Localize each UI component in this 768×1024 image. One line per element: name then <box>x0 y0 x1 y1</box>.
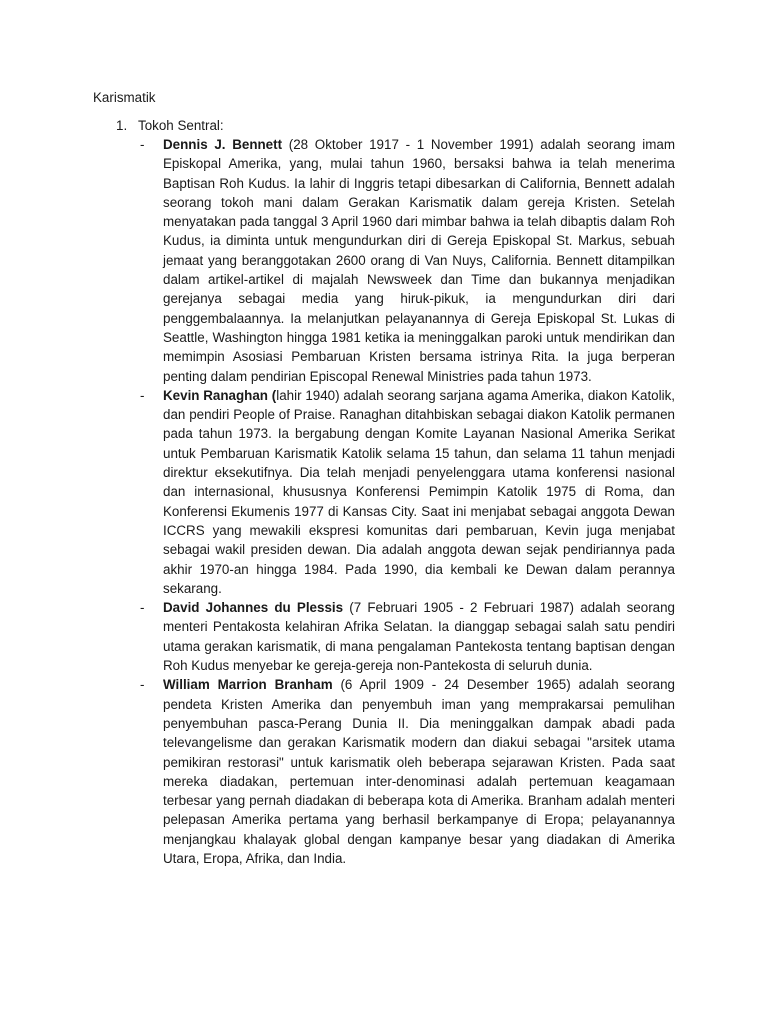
section-heading <box>116 117 224 134</box>
section-heading-text: Tokoh Sentral: <box>138 118 224 133</box>
person-name: William Marrion Branham <box>163 677 333 693</box>
list-item-text <box>163 675 675 868</box>
person-description: (28 Oktober 1917 - 1 November 1991) adalah seorang imam Episkopal Amerika, yang, mulai tahun 1960, bersaksi bahwa ia telah menerima Baptisan Roh Kudus. Ia lahir di Inggris tetapi dibesarkan di California, Bennett adalah seorang tokoh mani dalam Gerakan Karismatik dalam gereja Kristen. Setelah menyatakan pada tanggal 3 April 1960 dari mimbar bahwa ia telah dibaptis dalam Roh Kudus, ia diminta untuk mengundurkan diri di Gereja Episkopal St. Markus, sebuah jemaat yang beranggotakan 2600 orang di Van Nuys, California. Bennett ditampilkan dalam artikel-artikel di majalah Newsweek dan Time dan bukannya menjadikan gerejanya sebagai media yang hiruk-pikuk, ia mengundurkan diri dari penggembalaannya. Ia melanjutkan pelayanannya di Gereja Episkopal St. Lukas di Seattle, Washington hingga 1981 ketika ia meninggalkan paroki untuk mendirikan dan memimpin Asosiasi Pembaruan Kristen bersama istrinya Rita. Ia juga berperan penting dalam pendirian Episcopal Renewal Ministries pada tahun 1973. <box>163 137 675 384</box>
list-item <box>140 386 675 598</box>
list-bullet: - <box>140 677 145 693</box>
person-description: (6 April 1909 - 24 Desember 1965) adalah seorang pendeta Kristen Amerika dan penyembuh iman yang memprakarsai pemulihan penyembuhan pasca-Perang Dunia II. Dia meninggalkan dampak abadi pada televangelisme dan gerakan Karismatik modern dan diakui sebagai "arsitek utama pemikiran restorasi" untuk karismatik oleh beberapa sejarawan Kristen. Pada saat mereka diadakan, pertemuan inter-denominasi adalah pertemuan keagamaan terbesar yang pernah diadakan di beberapa kota di Amerika. Branham adalah menteri pelepasan Amerika pertama yang berhasil berkampanye di Eropa; pelayanannya menjangkau khalayak global dengan kampanye besar yang diadakan di Amerika Utara, Eropa, Afrika, dan India. <box>163 677 675 866</box>
list-bullet: - <box>140 600 145 616</box>
person-name: Kevin Ranaghan ( <box>163 387 277 403</box>
person-name: David Johannes du Plessis <box>163 600 344 616</box>
document-title: Karismatik <box>93 90 156 105</box>
list-item <box>140 675 675 868</box>
list-bullet: - <box>140 137 145 152</box>
list-item <box>140 598 675 675</box>
list-item-text <box>163 135 675 386</box>
person-description: lahir 1940) adalah seorang sarjana agama Amerika, diakon Katolik, dan pendiri People of Praise. Ranaghan ditahbiskan sebagai diakon Katolik permanen pada tahun 1973. Ia bergabung dengan Komite Layanan Nasional Amerika Serikat untuk Pembaruan Karismatik Katolik selama 15 tahun, dan selama 11 tahun menjadi direktur eksekutifnya. Dia telah menjadi penyelenggara utama konferensi nasional dan internasional, khususnya Konferensi Pemimpin Katolik 1975 di Roma, dan Konferensi Ekumenis 1977 di Kansas City. Saat ini menjabat sebagai anggota Dewan ICCRS yang mewakili ekspresi komunitas dari pembaruan, Kevin juga menjabat sebagai wakil presiden dewan. Dia adalah anggota dewan sejak pendiriannya pada akhir 1970-an hingga 1984. Pada 1990, dia kembali ke Dewan dalam perannya sekarang. <box>163 387 675 596</box>
list-item-text <box>163 386 675 598</box>
section-number: 1. <box>116 118 128 133</box>
person-name: Dennis J. Bennett <box>163 137 283 152</box>
list-item-text <box>163 598 675 675</box>
person-description: (7 Februari 1905 - 2 Februari 1987) adalah seorang menteri Pentakosta kelahiran Afrika Selatan. Ia dianggap sebagai salah satu pendiri utama gerakan karismatik, di mana pengalaman Pantekosta tentang baptisan dengan Roh Kudus menyebar ke gereja-gereja non-Pantekosta di seluruh dunia. <box>163 600 675 674</box>
list-bullet: - <box>140 387 145 403</box>
person-list <box>140 135 675 868</box>
list-item <box>140 135 675 386</box>
